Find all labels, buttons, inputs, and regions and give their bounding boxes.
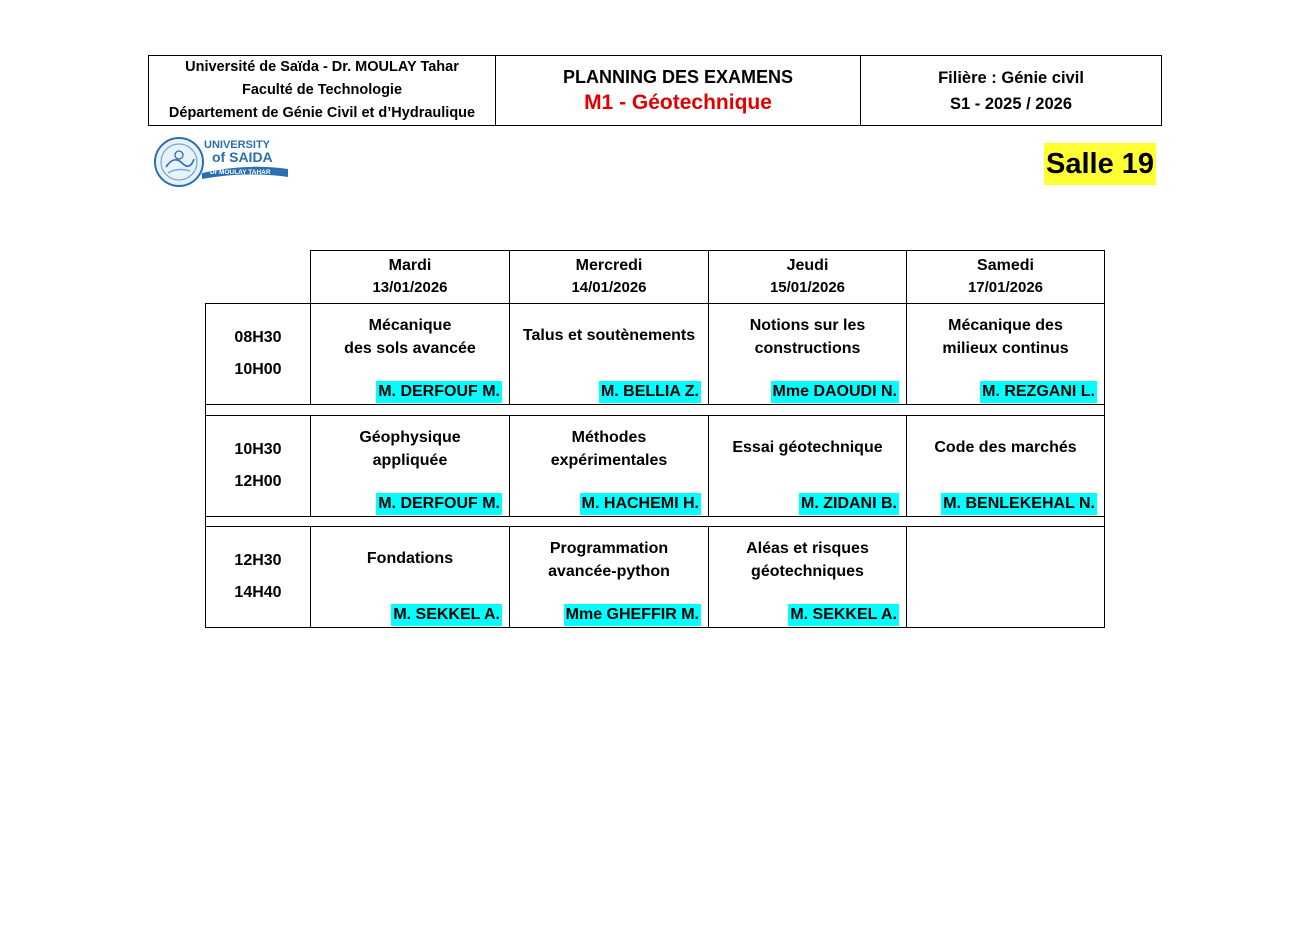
exam-cell <box>509 303 709 405</box>
exam-professor: M. ZIDANI B. <box>799 493 899 515</box>
exam-professor: M. SEKKEL A. <box>391 604 502 626</box>
slot-end: 12H00 <box>234 473 282 490</box>
day-name: Samedi <box>977 257 1034 274</box>
day-header-jeudi <box>708 250 907 304</box>
logo-text-saida: of SAIDA <box>212 149 273 165</box>
subject-line: expérimentales <box>550 452 668 469</box>
subject-line: Code des marchés <box>934 439 1077 456</box>
subject-line: Notions sur les <box>749 317 866 334</box>
day-date: 17/01/2026 <box>967 279 1044 296</box>
subject-line: constructions <box>754 340 861 357</box>
exam-cell <box>310 526 510 628</box>
exam-cell <box>509 526 709 628</box>
exam-professor: M. SEKKEL A. <box>788 604 899 626</box>
exam-professor: Mme DAOUDI N. <box>771 381 899 403</box>
subject-line: avancée-python <box>548 563 670 580</box>
subject-line: des sols avancée <box>344 340 476 357</box>
subject-line: Fondations <box>366 550 454 567</box>
exam-cell-empty <box>906 526 1105 628</box>
exam-subject <box>315 314 505 360</box>
exam-subject <box>514 426 704 472</box>
exam-cell <box>906 415 1105 517</box>
exam-subject <box>911 314 1100 360</box>
day-name: Mardi <box>388 257 432 274</box>
exam-subject <box>514 324 704 347</box>
exam-professor: M. BENLEKEHAL N. <box>941 493 1097 515</box>
day-header-samedi <box>906 250 1105 304</box>
document-header <box>148 55 1162 126</box>
exam-subject <box>713 537 902 583</box>
university-name: Université de Saïda - Dr. MOULAY Tahar <box>185 59 459 75</box>
time-slot-1 <box>205 303 311 405</box>
time-slot-3 <box>205 526 311 628</box>
slot-start: 10H30 <box>234 441 282 458</box>
exam-subject <box>911 436 1100 459</box>
slot-end: 14H40 <box>234 584 282 601</box>
exam-cell <box>310 303 510 405</box>
program-block <box>861 56 1161 125</box>
subject-line: Aléas et risques <box>746 540 869 557</box>
subject-line: Essai géotechnique <box>732 439 883 456</box>
document-title: PLANNING DES EXAMENS <box>562 66 794 87</box>
exam-cell <box>708 415 907 517</box>
slot-end: 10H00 <box>234 361 282 378</box>
exam-subject <box>713 436 902 459</box>
exam-subject <box>315 547 505 570</box>
logo-text-dr: Dr MOULAY TAHAR <box>210 169 271 176</box>
institution-block <box>149 56 496 125</box>
exam-professor: M. DERFOUF M. <box>376 381 502 403</box>
subject-line: appliquée <box>372 452 448 469</box>
day-header-mercredi <box>509 250 709 304</box>
subject-line: Programmation <box>549 540 669 557</box>
subject-line: Talus et soutènements <box>522 327 696 344</box>
day-date: 14/01/2026 <box>571 279 647 296</box>
day-name: Mercredi <box>575 257 643 274</box>
day-header-mardi <box>310 250 510 304</box>
exam-professor: M. HACHEMI H. <box>580 493 701 515</box>
slot-start: 08H30 <box>234 329 282 346</box>
exam-professor: Mme GHEFFIR M. <box>564 604 701 626</box>
exam-cell <box>509 415 709 517</box>
title-block <box>496 56 861 125</box>
exam-subject <box>315 426 505 472</box>
document-subtitle: M1 - Géotechnique <box>584 90 772 114</box>
day-date: 15/01/2026 <box>769 279 846 296</box>
exam-cell <box>906 303 1105 405</box>
time-slot-2 <box>205 415 311 517</box>
exam-cell <box>708 303 907 405</box>
exam-professor: M. BELLIA Z. <box>599 381 701 403</box>
exam-professor: M. DERFOUF M. <box>376 493 502 515</box>
room-label: Salle 19 <box>1044 143 1156 185</box>
university-seal-logo <box>152 133 292 193</box>
subject-line: géotechniques <box>751 563 864 580</box>
slot-start: 12H30 <box>234 552 282 569</box>
exam-subject <box>514 537 704 583</box>
exam-cell <box>708 526 907 628</box>
semester-year: S1 - 2025 / 2026 <box>949 94 1072 113</box>
exam-subject <box>713 314 902 360</box>
day-name: Jeudi <box>786 257 829 274</box>
subject-line: Géophysique <box>359 429 461 446</box>
logo-text-university: UNIVERSITY <box>204 139 271 151</box>
subject-line: Méthodes <box>571 429 647 446</box>
subject-line: milieux continus <box>942 340 1069 357</box>
subject-line: Mécanique des <box>948 317 1063 334</box>
department-name: Département de Génie Civil et d’Hydraulique <box>168 105 476 121</box>
day-date: 13/01/2026 <box>372 279 448 296</box>
subject-line: Mécanique <box>368 317 452 334</box>
exam-cell <box>310 415 510 517</box>
program-field: Filière : Génie civil <box>938 68 1084 87</box>
exam-professor: M. REZGANI L. <box>980 381 1097 403</box>
faculty-name: Faculté de Technologie <box>241 82 403 98</box>
